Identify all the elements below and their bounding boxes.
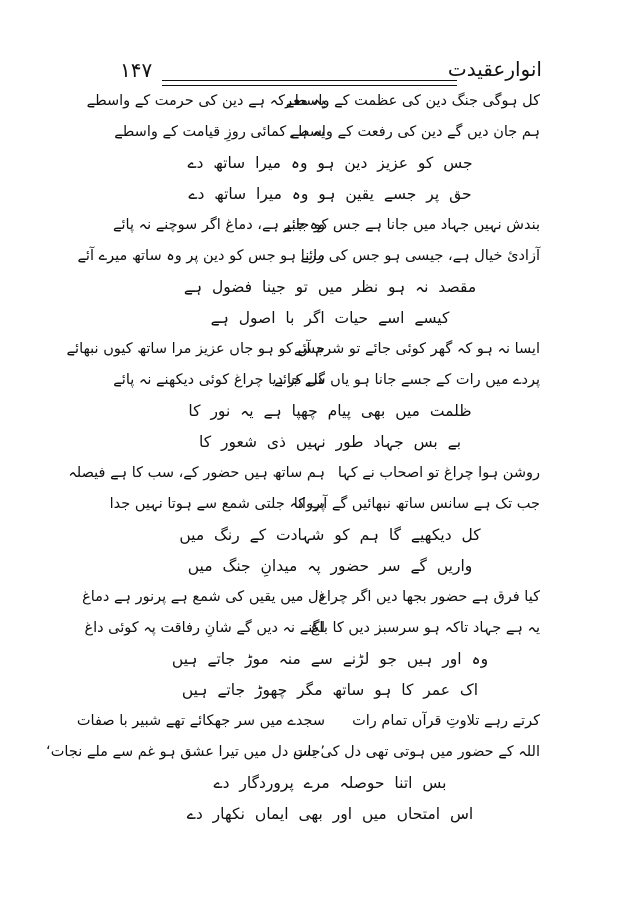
refrain-line: بے بس جہاد طور نہیں ذی شعور کا [198, 433, 462, 451]
header-rule-thick [162, 80, 457, 81]
hemistich-second: دل میں یقیں کی شمع ہے پرنور ہے دماغ [82, 589, 325, 605]
hemistich-first: یہ ہے جہاد تاکہ ہو سرسبز دیں کا باغ [310, 620, 540, 636]
hemistich-second: یہ ہے کمائی روزِ قیامت کے واسطے [114, 124, 325, 140]
hemistich-first: کل ہوگی جنگ دین کی عظمت کے واسطے [285, 93, 540, 109]
hemistich-second: ہم ساتھ ہیں حضور کے، سب کا ہے فیصلہ [68, 465, 325, 481]
couplet-line [77, 241, 540, 272]
couplet-line [76, 706, 540, 737]
poem-body [46, 86, 540, 830]
refrain-line: حق پر جسے یقین ہو وہ میرا ساتھ دے [188, 185, 472, 203]
hemistich-second: گل کر دیا چراغ کوئی دیکھنے نہ پائے [113, 372, 325, 388]
refrain-line: کل دیکھیے گا ہم کو شہادت کے رنگ میں [179, 526, 481, 544]
refrain-line: جس کو عزیز دین ہو وہ میرا ساتھ دے [187, 154, 473, 172]
hemistich-second: سجدے میں سر جھکائے تھے شبیر با صفات [76, 713, 325, 729]
hemistich-first: کیا فرق ہے حضور بجھا دیں اگر چراغ [318, 589, 540, 605]
hemistich-first: بندش نہیں جہاد میں جانا ہے جس کو جائے [283, 217, 540, 233]
couplet-line [109, 489, 540, 520]
couplet-line [68, 458, 540, 489]
hemistich-first: اللہ کے حضور میں ہوتی تھی دل کی بات [293, 744, 540, 760]
page-header [0, 0, 618, 95]
refrain-line: کیسے اسے حیات اگر با اصول ہے [210, 309, 450, 327]
couplet-line [114, 117, 540, 148]
couplet-line [82, 582, 540, 613]
hemistich-first: کرتے رہے تلاوتِ قرآں تمام رات [352, 713, 540, 729]
refrain-line: مقصد نہ ہو نظر میں تو جینا فضول ہے [183, 278, 477, 296]
hemistich-first: آزادیٔ خیال ہے، جیسی ہو جس کی رائے [300, 248, 540, 264]
hemistich-first: روشن ہوا چراغ تو اصحاب نے کہا [337, 465, 540, 481]
refrain-line: ظلمت میں بھی پیام چھپا ہے یہ نور کا [188, 402, 472, 420]
page-number: ۱۴۷ [120, 58, 153, 82]
hemistich-second: مرنا ہو جس کو دین پر وہ ساتھ میرے آئے [77, 248, 325, 264]
hemistich-second: پروانہ جلتی شمع سے ہوتا نہیں جدا [109, 496, 325, 512]
couplet-line [66, 334, 540, 365]
hemistich-second: ’جس دل میں تیرا عشق ہو غم سے ملے نجات‘ [46, 744, 325, 760]
refrain-line: اس امتحاں میں اور بھی ایماں نکھار دے [186, 805, 474, 823]
hemistich-first: ہم جان دیں گے دین کی رفعت کے واسطے [289, 124, 540, 140]
couplet-line [113, 365, 540, 396]
couplet-line [113, 210, 540, 241]
couplet-line [46, 737, 540, 768]
hemistich-second: جس کو ہو جاں عزیز مرا ساتھ کیوں نبھائے [66, 341, 325, 357]
hemistich-second: لگنے نہ دیں گے شانِ رفاقت پہ کوئی داغ [84, 620, 325, 636]
book-title: انوارعقیدت [447, 57, 542, 81]
refrain-line: وہ اور ہیں جو لڑنے سے منہ موڑ جاتے ہیں [171, 650, 489, 668]
refrain-line: واریں گے سر حضور پہ میدانِ جنگ میں [187, 557, 473, 575]
refrain-line: بس اتنا حوصلہ مرے پروردگار دے [213, 774, 447, 792]
hemistich-first: پردے میں رات کے جسے جانا ہو یاں سے جائے [274, 372, 540, 388]
hemistich-first: ایسا نہ ہو کہ گھر کوئی جائے تو شرم آئے [293, 341, 540, 357]
refrain-line: اک عمر کا ہو ساتھ مگر چھوڑ جاتے ہیں [181, 681, 479, 699]
hemistich-second: یہ معرکہ ہے دین کی حرمت کے واسطے [86, 93, 325, 109]
couplet-line [84, 613, 540, 644]
hemistich-second: وہ جبر ہے، دماغ اگر سوچنے نہ پائے [113, 217, 325, 233]
hemistich-first: جب تک ہے سانس ساتھ نبھائیں گے آپ کا [293, 496, 540, 512]
couplet-line [86, 86, 540, 117]
